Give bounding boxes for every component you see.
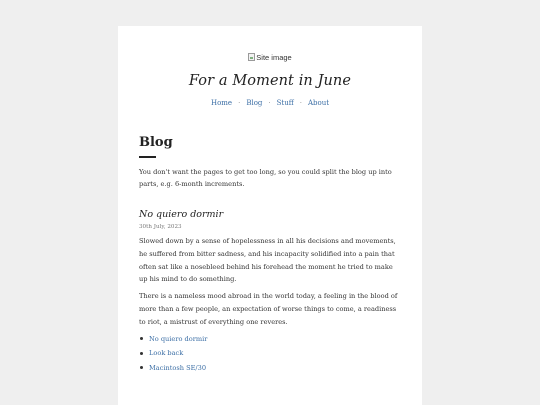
bullet-icon	[140, 366, 143, 369]
post-link-look-back[interactable]: Look back	[149, 349, 184, 358]
post-paragraph: Slowed down by a sense of hopelessness in all his decisions and movements, he suffered from bitter sadness, and his incapacity solidified into a pain that often sat like a nosebleed behind his forehead the moment he tried to make up his mind to do something.	[139, 237, 396, 284]
list-item	[139, 332, 401, 347]
main-nav	[139, 99, 401, 107]
nav-link-home[interactable]: Home	[210, 99, 233, 107]
intro-paragraph: You don't want the pages to get too long, so you could split the blog up into parts, e.g. 6-month increments.	[139, 167, 392, 189]
site-title: For a Moment in June	[188, 73, 352, 89]
nav-link-stuff[interactable]: Stuff	[276, 99, 294, 107]
page-container	[118, 26, 422, 405]
list-item	[139, 346, 401, 361]
broken-image-icon	[248, 53, 255, 61]
bullet-icon	[140, 337, 143, 340]
post-title: No quiero dormir	[139, 209, 224, 221]
page-heading: Blog	[139, 135, 173, 150]
nav-link-about[interactable]: About	[307, 99, 330, 107]
post-link-no-quiero-dormir[interactable]: No quiero dormir	[149, 334, 208, 343]
heading-underline	[139, 156, 156, 158]
list-item	[139, 361, 401, 376]
post-paragraph: There is a nameless mood abroad in the world today, a feeling in the blood of more than a few people, an expectation of worse things to come, a readiness to riot, a mistrust of everything one reveres.	[139, 292, 398, 326]
nav-separator: ·	[268, 99, 271, 107]
nav-link-blog[interactable]: Blog	[246, 99, 263, 107]
post-date: 30th July, 2023	[139, 224, 182, 231]
site-image	[139, 50, 401, 64]
post-link-macintosh-se30[interactable]: Macintosh SE/30	[149, 363, 207, 372]
nav-separator: ·	[238, 99, 241, 107]
post-link-list	[139, 332, 401, 376]
site-image-alt-text: Site image	[256, 52, 292, 62]
nav-separator: ·	[299, 99, 302, 107]
bullet-icon	[140, 352, 143, 355]
